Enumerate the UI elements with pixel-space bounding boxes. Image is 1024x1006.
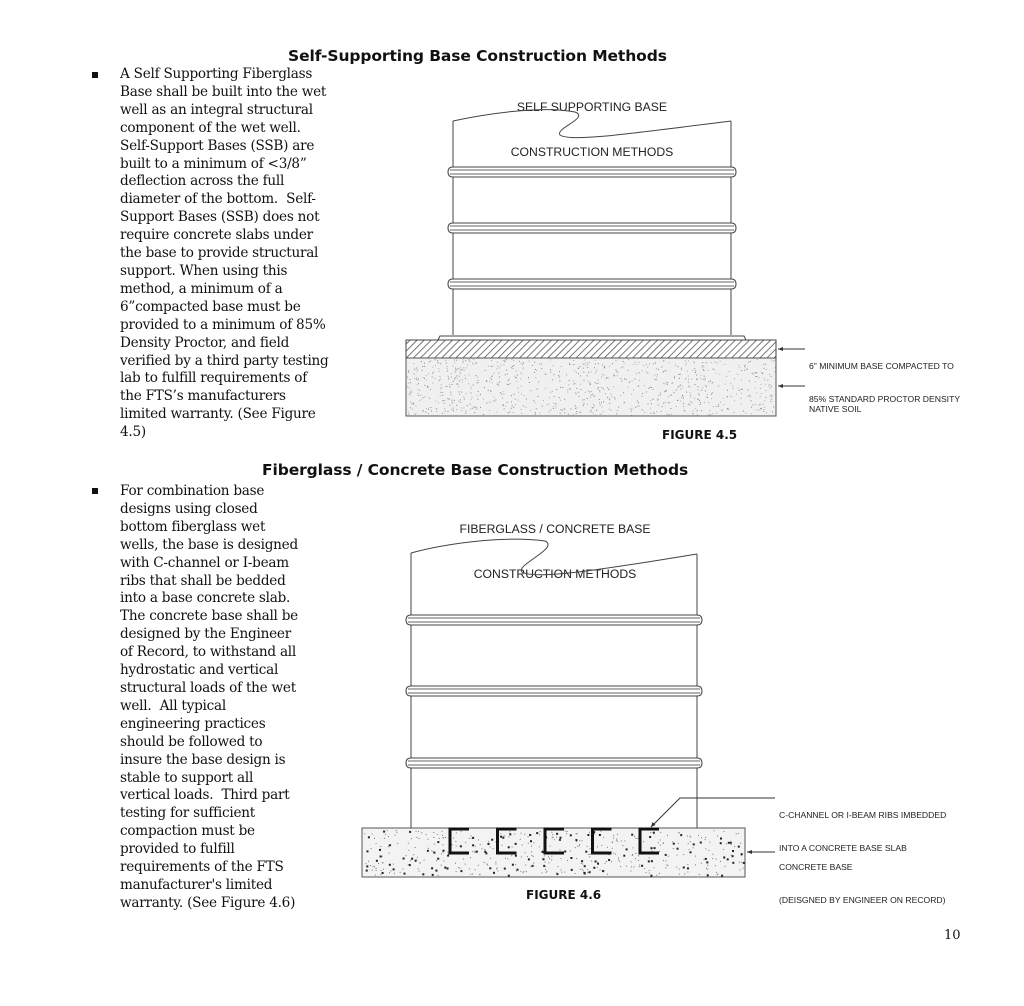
tank-ring	[448, 279, 736, 289]
paragraph-line: Base shall be built into the wet	[120, 83, 327, 100]
paragraph-line: ribs that shall be bedded	[120, 572, 286, 589]
paragraph-line: the FTS’s manufacturers	[120, 388, 286, 405]
section-heading-fiberglass-concrete: Fiberglass / Concrete Base Construction Methods	[262, 461, 689, 479]
figure-label-4-5: FIGURE 4.5	[662, 428, 738, 442]
paragraph-line: Density Proctor, and field	[120, 334, 290, 351]
paragraph-line: structural loads of the wet	[120, 679, 296, 696]
diagram-title-line: CONSTRUCTION METHODS	[510, 145, 674, 159]
paragraph-line: require concrete slabs under	[120, 227, 313, 244]
paragraph-line: stable to support all	[120, 769, 254, 786]
callout-leader-line	[651, 798, 775, 827]
paragraph-line: deflection across the full	[120, 173, 285, 190]
paragraph-line: well as an integral structural	[120, 101, 313, 118]
paragraph-line: requirements of the FTS	[120, 859, 284, 876]
paragraph-line: compaction must be	[120, 823, 255, 840]
diagram-title-line: CONSTRUCTION METHODS	[473, 567, 637, 581]
paragraph-line: well. All typical	[120, 697, 226, 714]
tank-bottom-flange	[438, 336, 746, 340]
paragraph-line: testing for sufficient	[120, 805, 255, 822]
paragraph-line: lab to fulfill requirements of	[120, 370, 308, 387]
paragraph-line: provided to fulfill	[120, 841, 235, 858]
callout-line: NATIVE SOIL	[809, 404, 862, 414]
paragraph-line: 6”compacted base must be	[120, 298, 301, 315]
tank-self-supporting	[438, 110, 746, 340]
paragraph-line: provided to a minimum of 85%	[120, 316, 326, 333]
arrow-icon	[778, 384, 783, 388]
callout-line: CONCRETE BASE	[779, 862, 853, 872]
tank-fiberglass-concrete	[406, 539, 702, 828]
paragraph-line: engineering practices	[120, 715, 266, 732]
paragraph-line: For combination base	[120, 483, 265, 499]
paragraph-line: limited warranty. (See Figure	[120, 406, 316, 423]
paragraph-line: diameter of the bottom. Self-	[120, 191, 316, 208]
paragraph-line: method, a minimum of a	[120, 280, 283, 297]
paragraph-line: with C-channel or I-beam	[120, 554, 289, 571]
tank-break-line	[453, 110, 731, 138]
paragraph-line: manufacturer's limited	[120, 876, 273, 893]
paragraph-line: Self-Support Bases (SSB) are	[120, 137, 315, 154]
compacted-base-layer	[406, 340, 776, 358]
tank-break-line	[411, 539, 697, 575]
tank-ring	[448, 223, 736, 233]
arrow-icon	[747, 850, 752, 854]
paragraph-line: hydrostatic and vertical	[120, 662, 279, 679]
callout-line: 85% STANDARD PROCTOR DENSITY	[809, 394, 961, 404]
paragraph-line: wells, the base is designed	[120, 536, 298, 553]
arrow-icon	[778, 347, 783, 351]
diagram-title-line: FIBERGLASS / CONCRETE BASE	[459, 522, 651, 536]
native-soil-layer	[406, 358, 776, 416]
paragraph-line: Support Bases (SSB) does not	[120, 209, 320, 226]
callout-line: (DEISGNED BY ENGINEER ON RECORD)	[779, 895, 946, 905]
figure-label-4-6: FIGURE 4.6	[526, 888, 602, 902]
paragraph-line: the base to provide structural	[120, 245, 319, 262]
tank-ring	[406, 758, 702, 768]
paragraph-line: A Self Supporting Fiberglass	[120, 66, 313, 82]
paragraph-line: component of the wet well.	[120, 119, 301, 136]
paragraph-line: of Record, to withstand all	[120, 644, 296, 661]
paragraph-line: verified by a third party testing	[120, 352, 329, 369]
paragraph-line: vertical loads. Third part	[120, 787, 290, 804]
tank-ring	[406, 615, 702, 625]
paragraph-line: should be followed to	[120, 733, 263, 750]
paragraph-line: designed by the Engineer	[120, 626, 291, 643]
paragraph-line: built to a minimum of <3/8”	[120, 155, 307, 172]
callout-line: C-CHANNEL OR I-BEAM RIBS IMBEDDED	[779, 810, 947, 820]
tank-ring	[406, 686, 702, 696]
section-heading-self-supporting: Self-Supporting Base Construction Methods	[288, 47, 667, 65]
callout-line: INTO A CONCRETE BASE SLAB	[779, 843, 907, 853]
tank-ring	[448, 167, 736, 177]
paragraph-line: insure the base design is	[120, 751, 286, 768]
paragraph-line: bottom fiberglass wet	[120, 518, 266, 535]
page-number: 10	[944, 928, 961, 943]
paragraph-line: warranty. (See Figure 4.6)	[120, 894, 296, 911]
paragraph-line: The concrete base shall be	[120, 608, 298, 625]
diagram-title-line: SELF SUPPORTING BASE	[516, 100, 668, 114]
callout-line: 6" MINIMUM BASE COMPACTED TO	[809, 361, 954, 371]
paragraph-line: 4.5)	[120, 424, 146, 441]
paragraph-line: into a base concrete slab.	[120, 590, 291, 607]
paragraph-line: designs using closed	[120, 500, 258, 517]
paragraph-line: support. When using this	[120, 262, 288, 279]
